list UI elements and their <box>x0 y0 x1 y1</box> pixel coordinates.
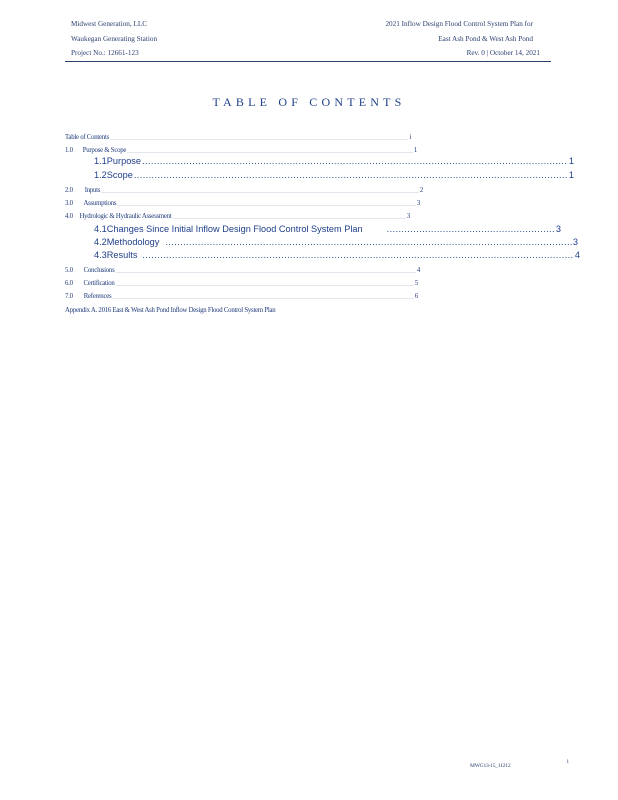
toc-entry-results[interactable] <box>94 248 580 260</box>
toc-page: 4 <box>416 267 420 274</box>
toc-label: Table of Contents <box>65 134 109 141</box>
toc-label: References <box>83 293 112 300</box>
toc-label: Results <box>106 250 138 260</box>
toc-label: Certification <box>83 280 115 287</box>
toc-leader <box>387 224 555 234</box>
header-rule <box>65 61 551 62</box>
toc-page: 1 <box>568 156 574 166</box>
toc-number: 1.2 <box>94 170 107 180</box>
toc-entry-conclusions[interactable] <box>65 262 420 274</box>
toc-page: 3 <box>572 237 578 247</box>
footer-document-code: MWG13-15_11212 <box>470 763 511 769</box>
toc-number: 5.0 <box>65 267 73 274</box>
toc-page: 1 <box>413 147 417 154</box>
toc-leader <box>101 189 419 194</box>
header-ponds: East Ash Pond & West Ash Pond <box>438 35 533 43</box>
toc-label: Conclusions <box>83 267 115 274</box>
toc-number: 4.0 <box>65 213 73 220</box>
toc-entry-certification[interactable] <box>65 275 418 287</box>
header-project: Project No.: 12661-123 <box>71 49 139 57</box>
toc-page: 6 <box>414 293 418 300</box>
toc-number: 6.0 <box>65 280 73 287</box>
toc-page: 1 <box>568 170 574 180</box>
toc-page: i <box>409 134 411 141</box>
toc-label: Hydrologic & Hydraulic Assessment <box>79 213 172 220</box>
toc-title: TABLE OF CONTENTS <box>212 95 406 109</box>
toc-number: 7.0 <box>65 293 73 300</box>
toc-entry-methodology[interactable] <box>94 235 578 247</box>
toc-leader <box>112 295 413 300</box>
toc-page: 3 <box>555 224 561 234</box>
toc-page: 2 <box>419 187 423 194</box>
header-doc-title: 2021 Inflow Design Flood Control System Plan for <box>385 20 533 28</box>
toc-number: 3.0 <box>65 200 73 207</box>
toc-entry-purpose[interactable] <box>94 154 574 166</box>
toc-entry-appendix-a[interactable] <box>65 302 275 314</box>
header-revision: Rev. 0 | October 14, 2021 <box>466 49 540 57</box>
toc-entry-inputs[interactable] <box>65 182 423 194</box>
toc-label: Purpose & Scope <box>82 147 127 154</box>
toc-label: Scope <box>106 170 133 180</box>
toc-label: Purpose <box>106 156 142 166</box>
header-station: Waukegan Generating Station <box>71 35 158 43</box>
toc-entry-scope[interactable] <box>94 168 574 180</box>
toc-leader <box>134 170 568 180</box>
toc-page: 5 <box>414 280 418 287</box>
toc-entry-table-of-contents[interactable] <box>65 129 411 141</box>
toc-leader <box>110 136 408 141</box>
toc-leader <box>142 156 568 166</box>
toc-number: 4.2 <box>94 237 107 247</box>
toc-entry-purpose-scope[interactable] <box>65 142 417 154</box>
toc-number: 2.0 <box>65 187 73 194</box>
toc-entry-assumptions[interactable] <box>65 195 420 207</box>
toc-entry-changes-since-initial[interactable] <box>94 222 561 234</box>
toc-number: 1.1 <box>94 156 107 166</box>
toc-leader <box>165 237 571 247</box>
toc-entry-references[interactable] <box>65 288 418 300</box>
toc-label: Appendix A. 2016 East & West Ash Pond Inflow Design Flood Control System Plan <box>65 307 276 314</box>
toc-leader <box>115 269 415 274</box>
toc-label: Inputs <box>84 187 101 194</box>
toc-leader <box>117 202 416 207</box>
toc-label: Changes Since Initial Inflow Design Flood Control System Plan <box>106 224 363 234</box>
toc-number: 1.0 <box>65 147 73 154</box>
toc-leader <box>142 250 573 260</box>
toc-leader <box>116 282 414 287</box>
toc-leader <box>172 215 405 220</box>
toc-entry-hydrologic-hydraulic-assessment[interactable] <box>65 208 410 220</box>
toc-page: 3 <box>406 213 410 220</box>
header-company: Midwest Generation, LLC <box>71 20 148 28</box>
toc-number: 4.1 <box>94 224 107 234</box>
toc-page: 3 <box>416 200 420 207</box>
toc-label: Assumptions <box>83 200 117 207</box>
toc-page: 4 <box>574 250 580 260</box>
toc-number: 4.3 <box>94 250 107 260</box>
toc-label: Methodology <box>106 237 160 247</box>
footer-page-number: i <box>567 759 569 765</box>
